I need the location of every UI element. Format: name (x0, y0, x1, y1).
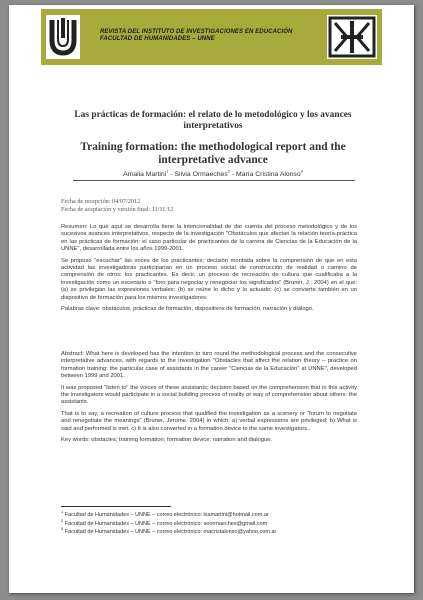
footnote-text: Facultad de Humanidades – UNNE – correo electrónico: lsamartini@hotmail.com.ar (64, 512, 269, 518)
footnote-mark: 3 (61, 526, 64, 532)
footnote (61, 511, 361, 520)
footnote-text: Facultad de Humanidades – UNNE – correo electrónico: seormaeches@gmail.com (64, 520, 268, 527)
footnote (61, 517, 361, 532)
abstract-paragraph: That is to say, a recreation of culture process that qualified the investigation as a scenery or "forum to negotiate and renegotiate the meanings" (Bruner, Jerome. 2004) in which: a) verbal expressions are privileged; b) What is said and performed is met. c) It is also converted in a formation device to the same investigators.. (61, 410, 357, 432)
keywords: Key words: obstacles; training formation; formation device; narration and dialogue. (61, 437, 273, 444)
footnote-mark: 3 (300, 168, 303, 174)
date-received: Fecha de recepción: 04/07/2012 (61, 198, 141, 205)
author-rule (73, 180, 355, 181)
author-list: Amalia Martini$^1$ - Silvia Ormaeches$^2$ - María Cristina Alonso$^3$ (123, 168, 303, 178)
footnote-mark: 1 (61, 509, 64, 515)
date-accepted: Fecha de aceptación y versión final: 11/11/12 (61, 206, 174, 213)
document-page (9, 5, 414, 593)
footnote-rule (61, 506, 171, 507)
footnotes (61, 511, 361, 537)
title-english: Training formation: the methodological report and the interpretative advance (80, 141, 346, 166)
footnote (61, 528, 361, 537)
author-name: María Cristina Alonso (236, 171, 301, 178)
abstract-spanish (61, 224, 357, 317)
abstract-paragraph: Resumen: Lo que aquí se desarrolla tiene la intencionalidad de dar cuenta del proceso metodológico y de los sucesivos avances interpretativos, respecto de la investigación "Obstáculos que afectan la relación teoría-práctica en las prácticas de formación: el caso particular de practicantes de la carrera de Ciencias de la Educación de la UNNE", desarrollada entre los años 1999-2001. (61, 224, 357, 253)
journal-faculty: FACULTAD DE HUMANIDADES – UNNE (100, 36, 215, 42)
faculty-logo (327, 15, 377, 59)
journal-banner (41, 9, 382, 65)
footnote-mark: 1 (166, 168, 169, 174)
author-name: Amalia Martini (123, 171, 167, 178)
footnote-mark: 2 (61, 517, 64, 523)
keywords: Palabras clave: obstáculos, prácticas de formación, dispositivos de formación, narración y diálogo. (61, 306, 314, 313)
journal-title: REVISTA DEL INSTITUTO DE INVESTIGACIONES EN EDUCACIÓN (100, 29, 293, 35)
title-spanish: Las prácticas de formación: el relato de lo metodológico y los avances interpretativos (74, 110, 352, 131)
dates (61, 198, 173, 214)
footnote-text: Facultad de Humanidades – UNNE – correo electrónico: macristalonso@yahoo.com.ar (64, 529, 277, 536)
unne-logo (46, 15, 80, 59)
abstract-paragraph: It was proposed "listen to" the voices of these assistants; decision based on the comprehension that in this activity the investigators would participate in a social building process of reality or way of comprehension about others: the assistants. (61, 384, 357, 406)
abstract-paragraph: Abstract: What here is developed has the intention to turn round the methodological process and the consecutive interpretative advances, with regards to the investigation "Obstacles that affect the relation theory – practice on formation training: the particular case of assistants in the career "Ciencias de la Educación" at UNNE", developed between 1999 and 2001. (61, 351, 357, 380)
abstract-paragraph: Se propuso "escuchar" las voces de los practicantes; decisión montada sobre la comprensión de que en esta actividad las investigadoras participarían en un proceso social de construcción de realidad o camino de comprensión de otros: los practicantes. Es decir, un proceso de recreación de cultura que cualificaba a la investigación como un escenario o "foro para negociar y renegociar los significados" (Bruner, J.; 2004) en el que: (a) se privilegian las expresiones verbales; (b) se reúne lo dicho y lo actuado; (c) se convierte también en un dispositivo de formación para los mismos investigadores. (61, 257, 357, 301)
author-name: Silvia Ormaeches (174, 171, 228, 178)
journal-name (100, 29, 320, 43)
footnote-mark: 2 (227, 168, 230, 174)
abstract-english (61, 351, 357, 448)
